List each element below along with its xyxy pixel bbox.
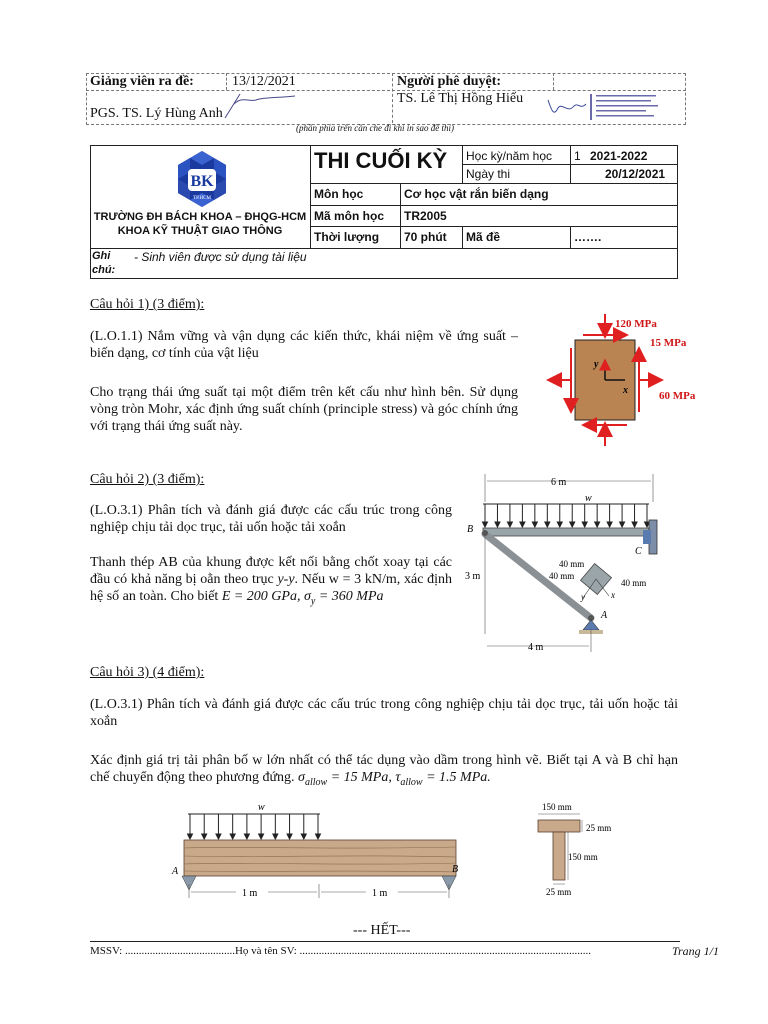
q1-x-label: x <box>623 385 628 396</box>
q2-h-label: 3 m <box>465 571 481 582</box>
logo-sub: TP.HCM <box>193 196 211 201</box>
q2-len-bot: 4 m <box>528 642 544 653</box>
load-arrowhead <box>273 834 278 839</box>
q2-y-label: y <box>581 592 585 602</box>
load-arrowhead <box>216 834 221 839</box>
q1-lo: (L.O.1.1) Nắm vững và vận dụng các kiến thức, khái niệm về ứng suất – biến dạng, cơ tính của vật liệu <box>90 329 518 361</box>
q3-l1: 1 m <box>242 888 258 899</box>
q2-body-1: Thanh thép AB của khung được kết nối bằng chốt xoay tại các đầu có khả năng bị oằn theo trục <box>90 555 452 587</box>
note-label-2: chú: <box>92 264 116 276</box>
exam-title: THI CUỐI KỲ <box>314 148 448 173</box>
note-value: - Sinh viên được sử dụng tài liệu <box>134 250 307 264</box>
q2-body-3: E = 200 GPa, σ <box>221 589 311 604</box>
bk-logo <box>168 149 236 211</box>
load-arrowhead <box>532 522 537 527</box>
hdr-h1 <box>462 164 678 165</box>
load-arrowhead <box>244 834 249 839</box>
load-arrowhead <box>570 522 575 527</box>
school-line1: TRƯỜNG ĐH BÁCH KHOA – ĐHQG-HCM <box>93 211 307 223</box>
approval-divider-v2 <box>392 73 393 123</box>
approval-divider-v1 <box>226 73 227 90</box>
q2-body-2: . Nếu w = 3 kN/m, xác định hệ số an toàn. Cho biết <box>90 572 452 604</box>
variant-value: ……. <box>574 230 602 244</box>
load-arrowhead <box>520 522 525 527</box>
load-arrowhead <box>301 834 306 839</box>
q1-y-label: y <box>594 359 599 370</box>
q2-x-label: x <box>611 590 615 600</box>
approver-signature <box>540 92 690 122</box>
date-label: Ngày thi <box>466 167 511 181</box>
q1-sx-label: 60 MPa <box>659 390 696 402</box>
logo-text: BK <box>190 173 214 190</box>
school-line2: KHOA KỸ THUẬT GIAO THÔNG <box>117 225 283 237</box>
q2-d1: 40 mm <box>559 559 585 569</box>
q1-txy-label: 15 MPa <box>650 337 687 349</box>
hdr-v-mid <box>400 183 401 248</box>
hdr-h5 <box>90 248 678 249</box>
load-arrowhead <box>582 522 587 527</box>
load-arrowhead <box>259 834 264 839</box>
q1-sy-label: 120 MPa <box>615 318 657 330</box>
hdr-h3 <box>310 205 678 206</box>
subject-value: Cơ học vật rắn biến dạng <box>404 187 549 201</box>
q3-body-1: Xác định giá trị tải phân bố w lớn nhất có thể tác dụng vào dầm trong hình vẽ. Biết tại A và B chỉ hạn chế chuyển động theo phương đứng. <box>90 753 678 785</box>
load-arrowhead <box>230 834 235 839</box>
q2-A-label: A <box>601 610 608 621</box>
q2-d2: 40 mm <box>549 571 575 581</box>
load-arrowhead <box>557 522 562 527</box>
footer-rule <box>90 941 680 942</box>
approval-note: (phần phía trên cần che đi khi in sao đề thi) <box>296 123 454 133</box>
load-arrowhead <box>507 522 512 527</box>
approval-divider-h <box>86 90 686 91</box>
load-arrowhead <box>595 522 600 527</box>
q3-f4: 25 mm <box>546 887 572 897</box>
code-label: Mã môn học <box>314 209 385 223</box>
date-value: 20/12/2021 <box>605 167 666 181</box>
author-label: Giảng viên ra đề: <box>90 74 194 89</box>
q2-title: Câu hỏi 2) (3 điểm): <box>90 472 205 487</box>
q3-l2: 1 m <box>372 888 388 899</box>
load-arrowhead <box>495 522 500 527</box>
semester-label: Học kỳ/năm học <box>466 149 553 163</box>
hdr-v-var <box>462 226 463 248</box>
q3-B-label: B <box>452 864 459 875</box>
q2-body <box>90 554 452 610</box>
q2-body-sub: y <box>310 595 316 607</box>
hdr-h4 <box>310 226 678 227</box>
q2-body-4: = 360 MPa <box>315 589 384 604</box>
semester-value: 1 <box>574 149 581 163</box>
hdr-h2 <box>310 183 678 184</box>
q1-body: Cho trạng thái ứng suất tại một điểm trên kết cấu như hình bên. Sử dụng vòng tròn Mohr, xác định ứng suất chính (principle stress) và góc chính ứng với trạng thái ứng suất này. <box>90 385 518 434</box>
q2-frame-figure <box>455 470 670 660</box>
q3-section-figure <box>520 800 640 900</box>
footer-page: Trang 1/1 <box>672 944 720 958</box>
duration-value: 70 phút <box>404 230 447 244</box>
q2-C-label: C <box>635 546 642 557</box>
load-arrowhead <box>607 522 612 527</box>
load-arrowhead <box>188 834 193 839</box>
load-arrowhead <box>287 834 292 839</box>
q1-stress-figure <box>535 312 715 447</box>
duration-label: Thời lượng <box>314 230 380 244</box>
variant-label: Mã đề <box>466 230 501 244</box>
approver-name: TS. Lê Thị Hồng Hiếu <box>397 91 524 106</box>
hdr-v-left <box>310 145 311 248</box>
q2-w-label: w <box>585 493 592 504</box>
q3-beam-figure <box>170 800 470 905</box>
author-name: PGS. TS. Lý Hùng Anh <box>90 106 223 121</box>
q3-f3: 150 mm <box>568 852 598 862</box>
q1-title: Câu hỏi 1) (3 điểm): <box>90 297 205 312</box>
q3-title: Câu hỏi 3) (4 điểm): <box>90 665 205 680</box>
approver-label: Người phê duyệt: <box>397 74 502 89</box>
q3-body-2: σ <box>298 770 305 785</box>
load-arrowhead <box>632 522 637 527</box>
load-arrowhead <box>545 522 550 527</box>
load-arrowhead <box>202 834 207 839</box>
load-arrowhead <box>316 834 321 839</box>
q3-body-sub2: allow <box>400 776 423 788</box>
q2-body-axis: y-y <box>277 572 295 587</box>
q3-body-3: = 15 MPa, τ <box>327 770 401 785</box>
q3-f1: 150 mm <box>542 802 572 812</box>
hdr-v-var2 <box>570 226 571 248</box>
q2-len-top: 6 m <box>551 477 567 488</box>
q3-body-sub1: allow <box>304 776 328 788</box>
code-value: TR2005 <box>404 209 447 223</box>
author-date: 13/12/2021 <box>232 74 296 89</box>
end-text: --- HẾT--- <box>353 923 411 938</box>
load-arrowhead <box>620 522 625 527</box>
q2-B-label: B <box>467 524 474 535</box>
q3-f2: 25 mm <box>586 823 612 833</box>
q3-lo: (L.O.3.1) Phân tích và đánh giá được các cấu trúc trong công nghiệp chịu tải dọc trục, tải uốn hoặc tải xoắn <box>90 697 678 729</box>
q2-lo: (L.O.3.1) Phân tích và đánh giá được các cấu trúc trong công nghiệp chịu tải dọc trục, tải uốn hoặc tải xoắn <box>90 503 452 535</box>
author-signature <box>220 90 310 122</box>
q3-A-label: A <box>172 866 179 877</box>
q2-d3: 40 mm <box>621 578 647 588</box>
note-label-1: Ghi <box>92 250 111 262</box>
approval-divider-v3 <box>553 73 554 90</box>
load-arrowhead <box>483 522 488 527</box>
q3-w-label: w <box>258 802 265 813</box>
q3-body-4: = 1.5 MPa. <box>422 770 491 785</box>
footer-mssv: MSSV: ........................................Họ và tên SV: .......................................................................................................... <box>90 945 592 957</box>
year-value: 2021-2022 <box>590 149 648 163</box>
subject-label: Môn học <box>314 187 364 201</box>
q3-body <box>90 752 678 791</box>
